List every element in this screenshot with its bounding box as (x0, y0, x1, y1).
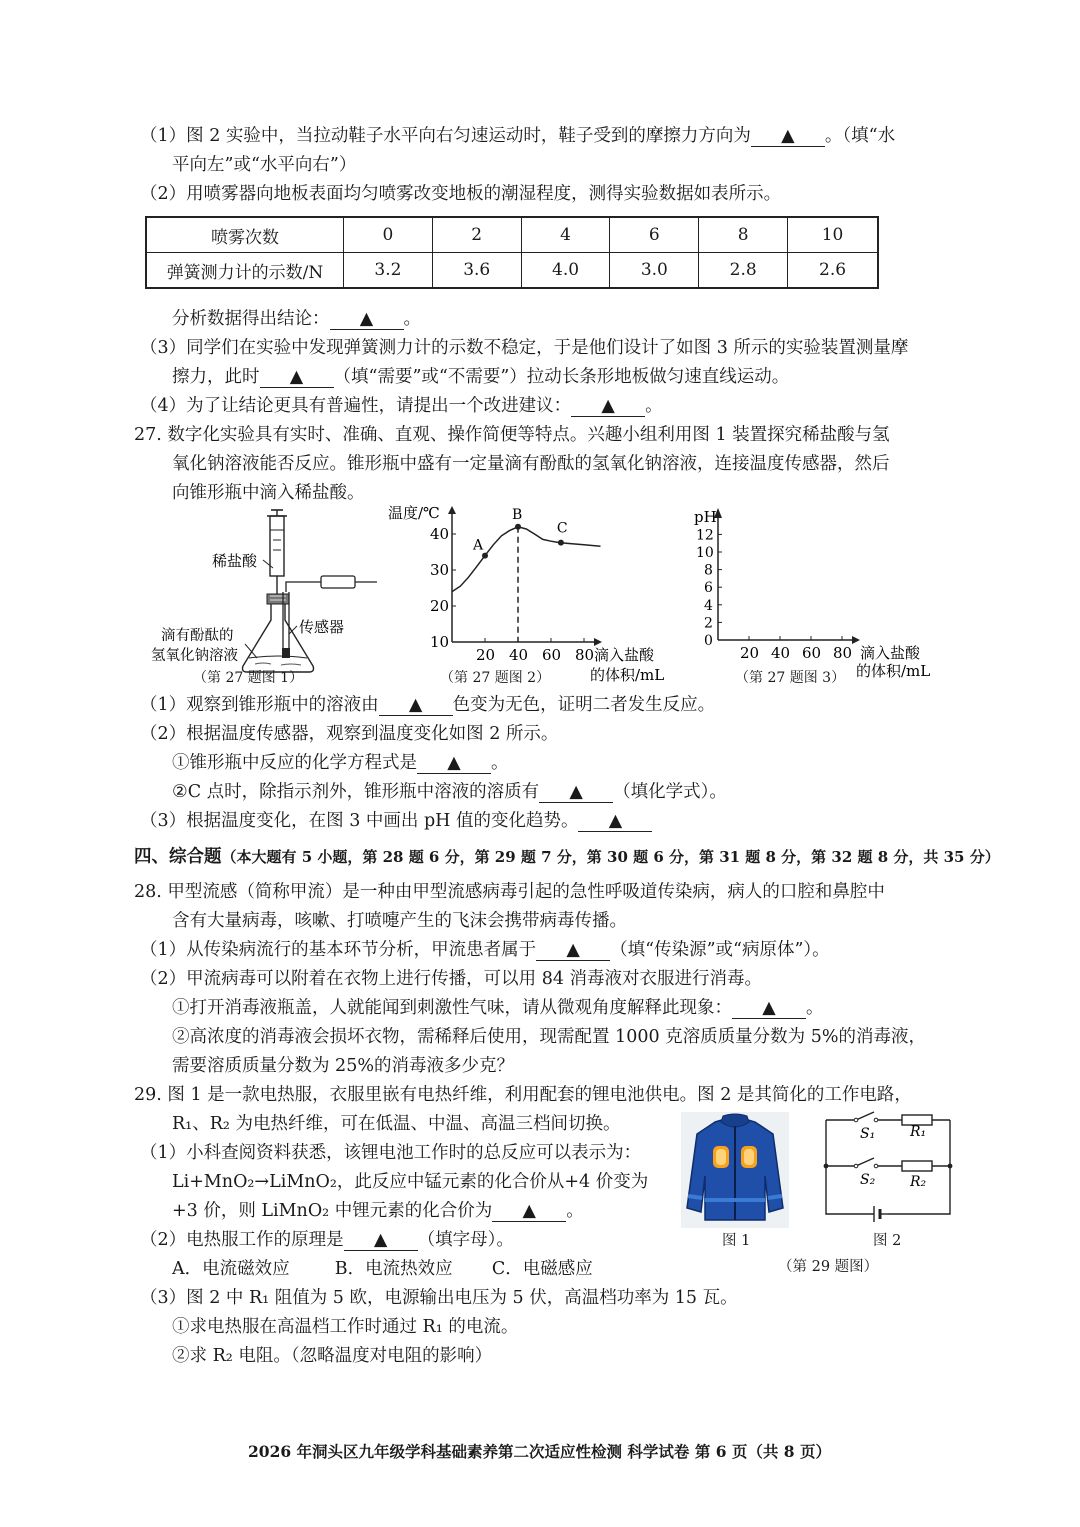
x-axis-arrow (852, 636, 860, 644)
q27-stem-line1: 27. 数字化实验具有实时、准确、直观、操作简便等特点。兴趣小组利用图 1 装置探究稀盐酸与氢 (134, 425, 890, 445)
switch-s2-label: S₂ (860, 1172, 876, 1188)
section-heading: 四、综合题（本大题有 5 小题，第 28 题 6 分，第 29 题 7 分，第 30 题 6 分，第 31 题 8 分，第 32 题 8 分，共 35 分） (134, 847, 1000, 867)
q28-part2-2a: ②高浓度的消毒液会损坏衣物，需稀释后使用，现需配置 1000 克溶质质量分数为 5%的消毒液， (172, 1027, 926, 1047)
q29-part1-line2: Li+MnO₂→LiMnO₂，此反应中锰元素的化合价从+4 价变为 (172, 1172, 649, 1192)
y-tick-label: 10 (430, 633, 450, 651)
resistor-r2-label: R₂ (910, 1174, 927, 1190)
table-cell: 3.6 (432, 253, 521, 289)
table-cell: 2.6 (788, 253, 878, 289)
q29-options (172, 1257, 593, 1281)
q29-part1-line3: +3 价，则 LiMnO₂ 中锂元素的化合价为 ▲ 。 (172, 1201, 584, 1221)
q28-stem-line2: 含有大量病毒，咳嗽、打喷嚏产生的飞沫会携带病毒传播。 (172, 911, 627, 931)
y-tick-label: 10 (696, 545, 714, 561)
q28-part2: （2）甲流病毒可以附着在衣物上进行传播，可以用 84 消毒液对衣服进行消毒。 (140, 969, 763, 989)
x-axis-label-2: 的体积/mL (590, 666, 665, 684)
table-cell: 0 (344, 217, 433, 253)
table-cell: 2.8 (699, 253, 788, 289)
q28-stem-line1: 28. 甲型流感（简称甲流）是一种由甲型流感病毒引起的急性呼吸道传染病，病人的口腔和鼻腔中 (134, 882, 885, 902)
q26-part3-line2: 擦力，此时 ▲ （填“需要”或“不需要”）拉动长条形地板做匀速直线运动。 (172, 367, 790, 387)
answer-blank[interactable]: ▲ (751, 126, 825, 147)
page-footer: 2026 年洞头区九年级学科基础素养第二次适应性检测 科学试卷 第 6 页（共 8 页） (248, 1442, 831, 1461)
temperature-curve (452, 527, 601, 592)
resistor-r1-label: R₁ (910, 1124, 927, 1140)
fig2-caption: （第 27 题图 2） (440, 670, 551, 686)
q27-part1: （1）观察到锥形瓶中的溶液由 ▲ 色变为无色，证明二者发生反应。 (140, 695, 716, 715)
sensor-box-icon (321, 576, 355, 588)
q28-part2-2b: 需要溶质质量分数为 25%的消毒液多少克？ (172, 1056, 514, 1076)
answer-blank[interactable]: ▲ (536, 940, 610, 961)
answer-blank[interactable]: ▲ (344, 1230, 418, 1251)
table-cell: 6 (610, 217, 699, 253)
y-axis-arrow (448, 506, 456, 514)
x-tick-label: 80 (833, 644, 853, 662)
q27-part2: （2）根据温度传感器，观察到温度变化如图 2 所示。 (140, 724, 559, 744)
x-tick-label: 40 (771, 644, 791, 662)
q29-figure-caption: （第 29 题图） (778, 1259, 879, 1275)
flask-icon (243, 604, 314, 672)
fig1-caption-q29: 图 1 (722, 1233, 751, 1249)
q28-part2-1: ①打开消毒液瓶盖，人就能闻到刺激性气味，请从微观角度解释此现象： ▲ 。 (172, 998, 824, 1018)
y-tick-label: 20 (430, 597, 450, 615)
fig2-caption-q29: 图 2 (873, 1233, 902, 1249)
option-c[interactable]: C．电磁感应 (491, 1259, 593, 1279)
answer-blank[interactable]: ▲ (571, 396, 645, 417)
solution-label-2: 氢氧化钠溶液 (151, 648, 238, 664)
q29-part3: （3）图 2 中 R₁ 阻值为 5 欧，电源输出电压为 5 伏，高温档功率为 15 瓦。 (140, 1288, 738, 1308)
table-cell: 2 (432, 217, 521, 253)
x-axis-label-2: 的体积/mL (856, 662, 931, 680)
fig3-caption: （第 27 题图 3） (735, 670, 846, 686)
q29-stem-line1: 29. 图 1 是一款电热服，衣服里嵌有电热纤维，利用配套的锂电池供电。图 2 是其简化的工作电路， (134, 1085, 912, 1105)
y-tick-label: 4 (704, 597, 713, 614)
point-b (515, 524, 521, 530)
x-tick-label: 60 (542, 646, 562, 664)
q27-part2-2: ②C 点时，除指示剂外，锥形瓶中溶液的溶质有 ▲ （填化学式）。 (172, 782, 727, 802)
answer-blank[interactable]: ▲ (417, 753, 491, 774)
table-cell: 10 (788, 217, 878, 253)
q26-part1-line2: 平向左”或“水平向右”） (172, 155, 357, 175)
point-c (558, 540, 564, 546)
sensor-label: 传感器 (299, 618, 345, 636)
x-tick-label: 60 (802, 644, 822, 662)
point-label: C (556, 520, 568, 537)
answer-blank[interactable]: ▲ (330, 309, 404, 330)
x-axis-label-1: 滴入盐酸 (594, 646, 655, 664)
point-label: A (473, 537, 484, 554)
spray-data-table (145, 216, 879, 289)
q26-part4: （4）为了让结论更具有普遍性，请提出一个改进建议： ▲ 。 (140, 396, 663, 416)
q26-part3-line1: （3）同学们在实验中发现弹簧测力计的示数不稳定，于是他们设计了如图 3 所示的实验装置测量摩 (140, 338, 909, 358)
switch-s1-label: S₁ (860, 1126, 876, 1142)
q29-stem-line2: R₁、R₂ 为电热纤维，可在低温、中温、高温三档间切换。 (172, 1114, 621, 1134)
acid-label: 稀盐酸 (212, 552, 258, 570)
answer-blank[interactable]: ▲ (379, 695, 453, 716)
option-a[interactable]: A．电流磁效应 (172, 1259, 290, 1279)
answer-blank[interactable]: ▲ (260, 367, 334, 388)
y-tick-label: 8 (704, 562, 713, 579)
q29-part3-1: ①求电热服在高温档工作时通过 R₁ 的电流。 (172, 1317, 519, 1337)
y-tick-label: 12 (696, 527, 714, 544)
y-tick-label: 40 (430, 525, 450, 543)
option-b[interactable]: B．电流热效应 (334, 1259, 453, 1279)
answer-blank[interactable]: ▲ (578, 811, 652, 832)
table-cell: 3.0 (610, 253, 699, 289)
ph-chart (690, 506, 940, 688)
q27-part3: （3）根据温度变化，在图 3 中画出 pH 值的变化趋势。 ▲ (140, 809, 652, 833)
x-tick-label: 20 (476, 646, 496, 664)
q27-stem-line3: 向锥形瓶中滴入稀盐酸。 (172, 483, 365, 503)
fig1-caption: （第 27 题图 1） (193, 670, 304, 686)
answer-blank[interactable]: ▲ (492, 1201, 566, 1222)
table-cell: 3.2 (344, 253, 433, 289)
y-axis-label: pH (694, 508, 717, 526)
q27-part2-1: ①锥形瓶中反应的化学方程式是 ▲ 。 (172, 753, 509, 773)
answer-blank[interactable]: ▲ (539, 782, 613, 803)
q26-part2: （2）用喷雾器向地板表面均匀喷雾改变地板的潮湿程度，测得实验数据如表所示。 (140, 184, 782, 204)
y-tick-label: 2 (704, 615, 713, 632)
row-label-spray-count: 喷雾次数 (146, 217, 344, 253)
y-axis-label: 温度/℃ (388, 504, 440, 522)
x-tick-label: 40 (509, 646, 529, 664)
q27-stem-line2: 氧化钠溶液能否反应。锥形瓶中盛有一定量滴有酚酞的氢氧化钠溶液，连接温度传感器，然后 (172, 454, 890, 474)
x-axis-label-1: 滴入盐酸 (860, 644, 921, 662)
table-cell: 4 (521, 217, 610, 253)
heated-jacket-image (681, 1112, 789, 1228)
q26-part1-line1: （1）图 2 实验中，当拉动鞋子水平向右匀速运动时，鞋子受到的摩擦力方向为 ▲ 。（填“水 (140, 126, 896, 146)
solution-label-1: 滴有酚酞的 (161, 628, 234, 644)
q26-conclusion: 分析数据得出结论： ▲ 。 (172, 309, 421, 329)
q28-part1: （1）从传染病流行的基本环节分析，甲流患者属于 ▲ （填“传染源”或“病原体”）。 (140, 940, 830, 960)
y-tick-label: 0 (704, 633, 713, 649)
table-cell: 4.0 (521, 253, 610, 289)
answer-blank[interactable]: ▲ (732, 998, 806, 1019)
row-label-force: 弹簧测力计的示数/N (146, 253, 344, 289)
q29-part2: （2）电热服工作的原理是 ▲ （填字母）。 (140, 1230, 514, 1250)
x-axis-arrow (594, 638, 602, 646)
table-cell: 8 (699, 217, 788, 253)
y-tick-label: 6 (704, 580, 713, 597)
x-tick-label: 20 (740, 644, 760, 662)
temperature-chart (388, 500, 678, 690)
apparatus-figure (145, 508, 395, 690)
q29-part3-2: ②求 R₂ 电阻。（忽略温度对电阻的影响） (172, 1346, 493, 1366)
circuit-diagram (818, 1106, 958, 1226)
y-tick-label: 30 (430, 561, 450, 579)
point-label: B (512, 506, 523, 523)
q29-part1-line1: （1）小科查阅资料获悉，该锂电池工作时的总反应可以表示为： (140, 1143, 642, 1163)
x-tick-label: 80 (575, 646, 595, 664)
